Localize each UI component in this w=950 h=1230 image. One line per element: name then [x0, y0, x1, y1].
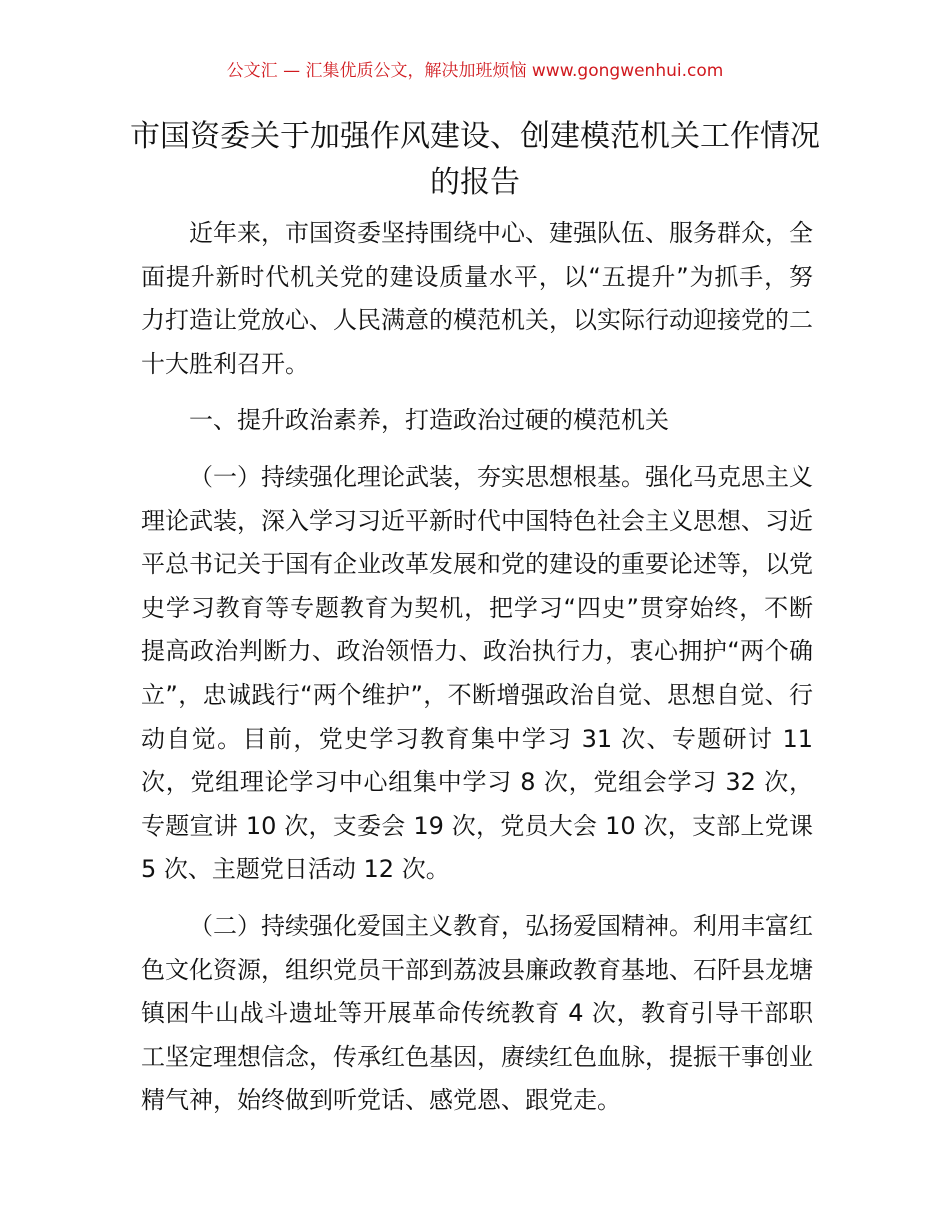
section-heading: 一、提升政治素养，打造政治过硬的模范机关	[189, 406, 669, 435]
intro-paragraph: 近年来，市国资委坚持围绕中心、建强队伍、服务群众，全面提升新时代机关党的建设质量水平，以“五提升”为抓手，努力打造让党放心、人民满意的模范机关，以实际行动迎接党的二十大胜利召开。	[141, 219, 813, 378]
document-body	[141, 212, 813, 1123]
header-link[interactable]: 公文汇 — 汇集优质公文，解决加班烦恼 www.gongwenhui.com	[226, 61, 724, 81]
body-paragraph: （一）持续强化理论武装，夯实思想根基。强化马克思主义理论武装，深入学习习近平新时代中国特色社会主义思想、习近平总书记关于国有企业改革发展和党的建设的重要论述等，以党史学习教育等专题教育为契机，把学习“四史”贯穿始终，不断提高政治判断力、政治领悟力、政治执行力，衷心拥护“两个确立”，忠诚践行“两个维护”，不断增强政治自觉、思想自觉、行动自觉。目前，党史学习教育集中学习 31 次、专题研讨 11 次，党组理论学习中心组集中学习 8 次，党组会学习 32 次，专题宣讲 10 次，支委会 19 次，党员大会 10 次，支部上党课 5 次、主题党日活动 12 次。	[141, 462, 813, 884]
body-paragraph: （二）持续强化爱国主义教育，弘扬爱国精神。利用丰富红色文化资源，组织党员干部到荔波县廉政教育基地、石阡县龙塘镇困牛山战斗遗址等开展革命传统教育 4 次，教育引导干部职工坚定理想信念，传承红色基因，赓续红色血脉，提振干事创业精气神，始终做到听党话、感党恩、跟党走。	[141, 911, 813, 1115]
page-title: 市国资委关于加强作风建设、创建模范机关工作情况的报告	[130, 119, 820, 200]
